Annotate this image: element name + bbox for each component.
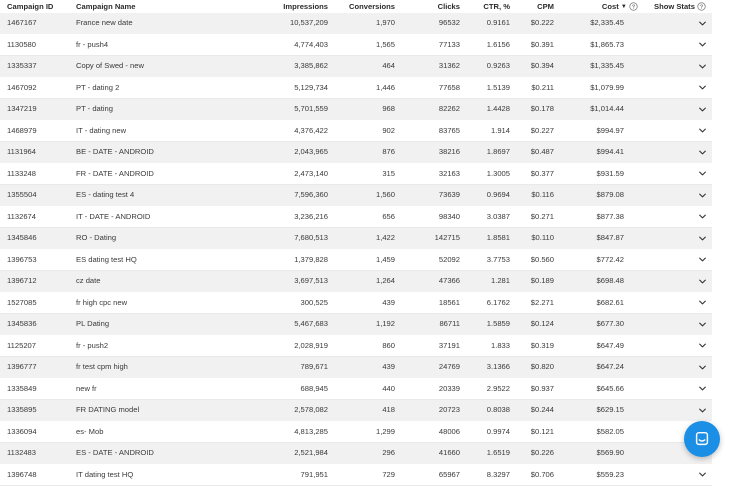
cell-clicks: 83765 xyxy=(439,121,460,142)
chevron-down-icon[interactable] xyxy=(697,99,707,120)
cell-cost: $877.38 xyxy=(597,207,624,228)
chevron-down-icon[interactable] xyxy=(697,314,707,335)
table-row[interactable] xyxy=(0,293,712,315)
cell-clicks: 24769 xyxy=(439,357,460,378)
table-row[interactable] xyxy=(0,465,712,486)
table-row[interactable] xyxy=(0,13,712,35)
chevron-down-icon[interactable] xyxy=(697,465,707,486)
cell-cost: $1,865.73 xyxy=(590,35,624,56)
chevron-down-icon[interactable] xyxy=(697,379,707,400)
cell-conversions: 464 xyxy=(382,56,395,77)
cell-ctr: 0.9694 xyxy=(487,185,510,206)
chevron-down-icon[interactable] xyxy=(697,357,707,378)
table-header xyxy=(0,0,712,13)
cell-cost: $647.24 xyxy=(597,357,624,378)
cell-impressions: 3,385,862 xyxy=(294,56,328,77)
cell-ctr: 8.3297 xyxy=(487,465,510,486)
cell-name: es- Mob xyxy=(76,422,103,443)
cell-cost: $994.41 xyxy=(597,142,624,163)
cell-id: 1133248 xyxy=(7,164,36,185)
cell-name: IT - dating new xyxy=(76,121,126,142)
cell-clicks: 82262 xyxy=(439,99,460,120)
cell-id: 1467092 xyxy=(7,78,37,99)
cell-clicks: 47366 xyxy=(439,271,460,292)
chevron-down-icon[interactable] xyxy=(697,293,707,314)
cell-ctr: 3.1366 xyxy=(487,357,510,378)
cell-conversions: 860 xyxy=(382,336,395,357)
cell-conversions: 439 xyxy=(382,293,395,314)
cell-name: FR - DATE - ANDROID xyxy=(76,164,154,185)
cell-id: 1131964 xyxy=(7,142,36,163)
sort-desc-icon[interactable]: ▼ xyxy=(621,4,627,10)
chevron-down-icon[interactable] xyxy=(697,228,707,249)
cell-conversions: 296 xyxy=(382,443,395,464)
cell-clicks: 18561 xyxy=(439,293,460,314)
cell-clicks: 73639 xyxy=(439,185,460,206)
cell-impressions: 4,774,403 xyxy=(294,35,328,56)
cell-impressions: 2,028,919 xyxy=(294,336,328,357)
cell-cpm: $0.560 xyxy=(531,250,554,271)
cell-cpm: $0.244 xyxy=(531,400,554,421)
cell-impressions: 4,813,285 xyxy=(294,422,328,443)
cell-ctr: 0.9161 xyxy=(487,13,510,34)
cell-cost: $2,335.45 xyxy=(590,13,624,34)
cell-cpm: $0.226 xyxy=(531,443,554,464)
cell-id: 1335337 xyxy=(7,56,37,77)
cell-name: fr - push4 xyxy=(76,35,108,56)
cell-impressions: 3,697,513 xyxy=(294,271,328,292)
cell-id: 1345836 xyxy=(7,314,37,335)
cell-ctr: 6.1762 xyxy=(487,293,510,314)
cell-impressions: 10,537,209 xyxy=(290,13,328,34)
cell-id: 1335849 xyxy=(7,379,37,400)
cell-impressions: 688,945 xyxy=(301,379,328,400)
cell-ctr: 0.9974 xyxy=(487,422,510,443)
cell-cost: $682.61 xyxy=(597,293,624,314)
chevron-down-icon[interactable] xyxy=(697,56,707,77)
cell-impressions: 3,236,216 xyxy=(294,207,328,228)
cell-id: 1468979 xyxy=(7,121,37,142)
chevron-down-icon[interactable] xyxy=(697,336,707,357)
table-row[interactable] xyxy=(0,250,712,272)
chat-button[interactable] xyxy=(684,421,720,457)
cell-cost: $647.49 xyxy=(597,336,624,357)
cell-cost: $569.90 xyxy=(597,443,624,464)
cell-name: new fr xyxy=(76,379,97,400)
table-row[interactable] xyxy=(0,314,712,336)
cell-ctr: 1.8697 xyxy=(487,142,510,163)
cell-conversions: 656 xyxy=(382,207,395,228)
cell-cpm: $0.391 xyxy=(531,35,554,56)
cell-cpm: $0.937 xyxy=(531,379,554,400)
cell-conversions: 1,459 xyxy=(376,250,395,271)
cell-cpm: $0.377 xyxy=(531,164,554,185)
cell-id: 1335895 xyxy=(7,400,37,421)
cell-id: 1132483 xyxy=(7,443,36,464)
cell-cpm: $0.487 xyxy=(531,142,554,163)
cell-name: IT dating test HQ xyxy=(76,465,133,486)
cell-ctr: 3.7753 xyxy=(487,250,510,271)
cell-conversions: 1,560 xyxy=(376,185,395,206)
table-row[interactable] xyxy=(0,207,712,229)
cell-conversions: 1,422 xyxy=(376,228,395,249)
cell-clicks: 31362 xyxy=(439,56,460,77)
table-row[interactable] xyxy=(0,56,712,78)
cell-ctr: 1.833 xyxy=(491,336,510,357)
cell-name: IT - DATE - ANDROID xyxy=(76,207,150,228)
cell-impressions: 5,467,683 xyxy=(294,314,328,335)
cell-conversions: 876 xyxy=(382,142,395,163)
cell-ctr: 1.4428 xyxy=(487,99,510,120)
chevron-down-icon[interactable] xyxy=(697,207,707,228)
cell-ctr: 1.6156 xyxy=(487,35,510,56)
cell-impressions: 2,043,965 xyxy=(294,142,328,163)
header-cost-group[interactable] xyxy=(602,1,638,13)
cell-name: cz date xyxy=(76,271,100,292)
cell-id: 1396748 xyxy=(7,465,37,486)
cell-id: 1130580 xyxy=(7,35,36,56)
cell-ctr: 1.5139 xyxy=(487,78,510,99)
cell-cpm: $0.394 xyxy=(531,56,554,77)
cell-id: 1347219 xyxy=(7,99,37,120)
cell-cost: $1,014.44 xyxy=(590,99,624,120)
cell-cost: $772.42 xyxy=(597,250,624,271)
cell-conversions: 729 xyxy=(382,465,395,486)
header-ctr[interactable]: CTR, % xyxy=(483,1,510,12)
cell-name: RO - Dating xyxy=(76,228,116,249)
header-clicks[interactable]: Clicks xyxy=(438,1,460,12)
cell-clicks: 77658 xyxy=(439,78,460,99)
cell-clicks: 32163 xyxy=(439,164,460,185)
cell-impressions: 300,525 xyxy=(301,293,328,314)
table-row[interactable] xyxy=(0,164,712,186)
cell-impressions: 791,951 xyxy=(301,465,328,486)
cell-ctr: 1.281 xyxy=(491,271,510,292)
cell-name: BE - DATE - ANDROID xyxy=(76,142,154,163)
cell-ctr: 1.6519 xyxy=(487,443,510,464)
cell-impressions: 789,671 xyxy=(301,357,328,378)
chevron-down-icon[interactable] xyxy=(697,271,707,292)
cell-clicks: 48006 xyxy=(439,422,460,443)
cell-name: PL Dating xyxy=(76,314,109,335)
table-row[interactable] xyxy=(0,35,712,57)
cell-ctr: 0.9263 xyxy=(487,56,510,77)
cell-conversions: 968 xyxy=(382,99,395,120)
table-row[interactable] xyxy=(0,78,712,100)
cell-conversions: 315 xyxy=(382,164,395,185)
svg-text:?: ? xyxy=(700,4,704,10)
cell-id: 1355504 xyxy=(7,185,37,206)
cell-clicks: 52092 xyxy=(439,250,460,271)
cell-ctr: 1.8581 xyxy=(487,228,510,249)
cell-name: fr high cpc new xyxy=(76,293,127,314)
cell-cost: $847.87 xyxy=(597,228,624,249)
header-cpm[interactable]: CPM xyxy=(537,1,554,12)
cell-clicks: 41660 xyxy=(439,443,460,464)
cell-cost: $994.97 xyxy=(597,121,624,142)
cell-conversions: 1,299 xyxy=(376,422,395,443)
cell-impressions: 2,473,140 xyxy=(294,164,328,185)
cell-impressions: 7,596,360 xyxy=(294,185,328,206)
header-impressions[interactable]: Impressions xyxy=(283,1,328,12)
chat-icon xyxy=(693,430,711,448)
cell-impressions: 7,680,513 xyxy=(294,228,328,249)
cell-cpm: $0.227 xyxy=(531,121,554,142)
cell-clicks: 77133 xyxy=(439,35,460,56)
cell-impressions: 2,578,082 xyxy=(294,400,328,421)
cell-impressions: 4,376,422 xyxy=(294,121,328,142)
cell-cpm: $0.706 xyxy=(531,465,554,486)
cell-conversions: 418 xyxy=(382,400,395,421)
cell-impressions: 2,521,984 xyxy=(294,443,328,464)
chevron-down-icon[interactable] xyxy=(697,35,707,56)
table-row[interactable] xyxy=(0,185,712,207)
cell-ctr: 2.9522 xyxy=(487,379,510,400)
cell-name: Copy of Swed - new xyxy=(76,56,144,77)
cell-cpm: $0.121 xyxy=(531,422,554,443)
cell-ctr: 1.3005 xyxy=(487,164,510,185)
cell-id: 1467167 xyxy=(7,13,37,34)
cell-cpm: $0.211 xyxy=(531,78,554,99)
cell-id: 1345846 xyxy=(7,228,37,249)
cell-clicks: 38216 xyxy=(439,142,460,163)
svg-text:?: ? xyxy=(632,4,636,10)
cell-conversions: 1,446 xyxy=(376,78,395,99)
cell-id: 1396753 xyxy=(7,250,37,271)
cell-clicks: 96532 xyxy=(439,13,460,34)
cell-conversions: 1,565 xyxy=(376,35,395,56)
cell-name: fr - push2 xyxy=(76,336,108,357)
cell-name: France new date xyxy=(76,13,133,34)
cell-cpm: $0.116 xyxy=(531,185,554,206)
cell-ctr: 3.0387 xyxy=(487,207,510,228)
cell-impressions: 1,379,828 xyxy=(294,250,328,271)
cell-cost: $931.59 xyxy=(597,164,624,185)
cell-clicks: 65967 xyxy=(439,465,460,486)
cell-cost: $677.30 xyxy=(597,314,624,335)
cell-ctr: 1.914 xyxy=(491,121,510,142)
help-circle-icon[interactable] xyxy=(629,2,638,11)
table-row[interactable] xyxy=(0,121,712,143)
table-body xyxy=(0,13,712,486)
cell-name: PT - dating 2 xyxy=(76,78,119,99)
cell-name: ES - DATE - ANDROID xyxy=(76,443,154,464)
cell-clicks: 86711 xyxy=(439,314,460,335)
table-row[interactable] xyxy=(0,443,712,465)
cell-cpm: $0.124 xyxy=(531,314,554,335)
cell-clicks: 20723 xyxy=(439,400,460,421)
cell-cpm: $0.319 xyxy=(531,336,554,357)
table-row[interactable] xyxy=(0,400,712,422)
chevron-down-icon[interactable] xyxy=(697,121,707,142)
cell-cost: $559.23 xyxy=(597,465,624,486)
cell-id: 1527085 xyxy=(7,293,37,314)
cell-name: ES dating test HQ xyxy=(76,250,137,271)
cell-name: ES - dating test 4 xyxy=(76,185,134,206)
cell-id: 1132674 xyxy=(7,207,36,228)
cell-impressions: 5,129,734 xyxy=(294,78,328,99)
cell-id: 1396777 xyxy=(7,357,37,378)
table-row[interactable] xyxy=(0,228,712,250)
cell-cpm: $0.189 xyxy=(531,271,554,292)
table-row[interactable] xyxy=(0,422,712,444)
header-campaign-name[interactable]: Campaign Name xyxy=(76,1,136,12)
table-row[interactable] xyxy=(0,336,712,358)
cell-id: 1125207 xyxy=(7,336,36,357)
cell-id: 1336094 xyxy=(7,422,37,443)
cell-conversions: 902 xyxy=(382,121,395,142)
cell-clicks: 20339 xyxy=(439,379,460,400)
cell-cost: $879.08 xyxy=(597,185,624,206)
chevron-down-icon[interactable] xyxy=(697,400,707,421)
cell-cpm: $0.110 xyxy=(531,228,554,249)
cell-cost: $1,079.99 xyxy=(590,78,624,99)
header-cost: Cost xyxy=(602,2,619,11)
cell-clicks: 142715 xyxy=(435,228,460,249)
cell-conversions: 1,192 xyxy=(376,314,395,335)
cell-ctr: 0.8038 xyxy=(487,400,510,421)
cell-cost: $1,335.45 xyxy=(590,56,624,77)
table-row[interactable] xyxy=(0,142,712,164)
chevron-down-icon[interactable] xyxy=(697,78,707,99)
chevron-down-icon[interactable] xyxy=(697,164,707,185)
cell-conversions: 1,970 xyxy=(376,13,395,34)
help-circle-icon[interactable] xyxy=(697,2,706,11)
cell-cpm: $0.820 xyxy=(531,357,554,378)
chevron-down-icon[interactable] xyxy=(697,250,707,271)
cell-conversions: 440 xyxy=(382,379,395,400)
cell-conversions: 439 xyxy=(382,357,395,378)
chevron-down-icon[interactable] xyxy=(697,13,707,34)
chevron-down-icon[interactable] xyxy=(697,185,707,206)
header-conversions[interactable]: Conversions xyxy=(349,1,395,12)
cell-cost: $629.15 xyxy=(597,400,624,421)
cell-name: FR DATING model xyxy=(76,400,139,421)
cell-clicks: 37191 xyxy=(439,336,460,357)
cell-cpm: $2.271 xyxy=(531,293,554,314)
table-row[interactable] xyxy=(0,271,712,293)
cell-cpm: $0.271 xyxy=(531,207,554,228)
chevron-down-icon[interactable] xyxy=(697,142,707,163)
cell-name: PT - dating xyxy=(76,99,113,120)
cell-id: 1396712 xyxy=(7,271,37,292)
cell-conversions: 1,264 xyxy=(376,271,395,292)
cell-cost: $698.48 xyxy=(597,271,624,292)
header-show-stats-group xyxy=(654,1,706,12)
header-campaign-id[interactable]: Campaign ID xyxy=(7,1,53,12)
table-row[interactable] xyxy=(0,379,712,401)
cell-cpm: $0.178 xyxy=(531,99,554,120)
header-show-stats: Show Stats xyxy=(654,2,695,11)
cell-cost: $582.05 xyxy=(597,422,624,443)
table-row[interactable] xyxy=(0,99,712,121)
cell-ctr: 1.5859 xyxy=(487,314,510,335)
cell-name: fr test cpm high xyxy=(76,357,128,378)
cell-cpm: $0.222 xyxy=(531,13,554,34)
table-row[interactable] xyxy=(0,357,712,379)
cell-impressions: 5,701,559 xyxy=(294,99,328,120)
cell-clicks: 98340 xyxy=(439,207,460,228)
cell-cost: $645.66 xyxy=(597,379,624,400)
